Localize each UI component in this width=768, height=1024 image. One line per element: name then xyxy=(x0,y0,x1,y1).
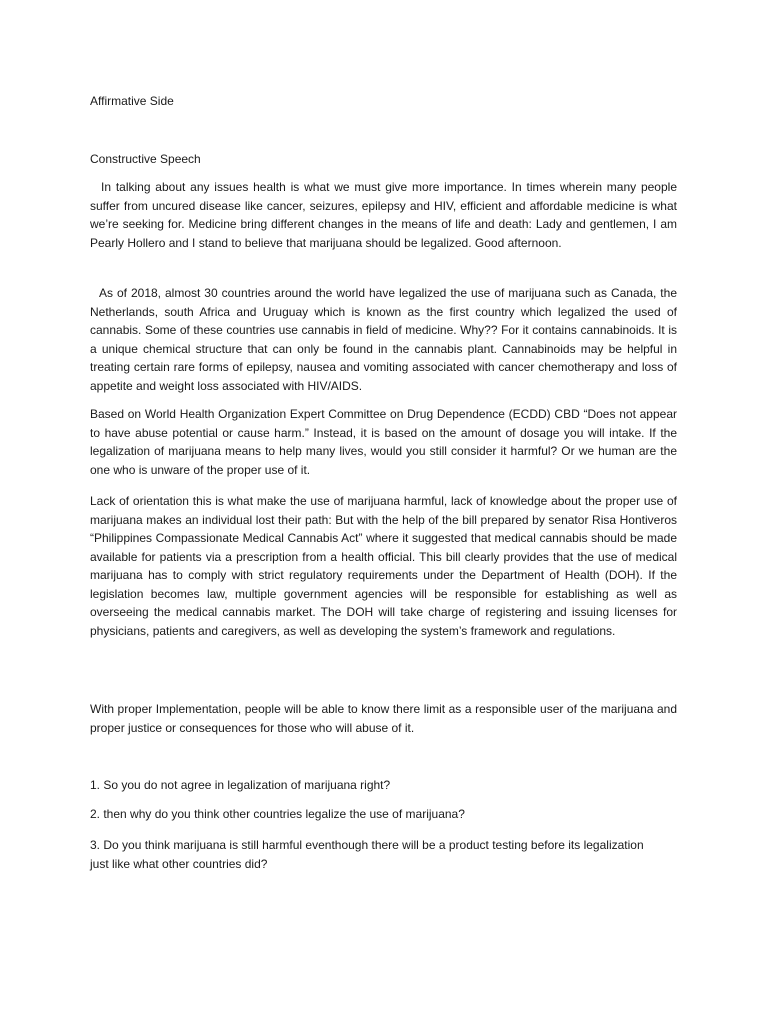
document-page xyxy=(90,0,677,1024)
question-item: 1. So you do not agree in legalization of marijuana right? xyxy=(90,778,391,792)
question-item: 2. then why do you think other countries legalize the use of marijuana? xyxy=(90,807,465,821)
paragraph-orientation-bill: Lack of orientation this is what make the use of marijuana harmful, lack of knowledge about the proper use of marijuana makes an individual lost their path: But with the help of the bill prepared by senator Risa Hontiveros “Philippines Compassionate Medical Cannabis Act” where it suggested that medical cannabis should be made available for patients via a prescription from a health official. This bill clearly provides that the use of medical marijuana has to comply with strict regulatory requirements under the Department of Health (DOH). If the legislation becomes law, multiple government agencies will be responsible for establishing as well as overseeing the medical cannabis market. The DOH will take charge of registering and issuing licenses for physicians, patients and caregivers, as well as developing the system’s framework and regulations. xyxy=(90,494,677,638)
paragraph-countries: As of 2018, almost 30 countries around the world have legalized the use of marijuana such as Canada, the Netherlands, south Africa and Uruguay which is known as the first country which legalized the used of cannabis. Some of these countries use cannabis in field of medicine. Why?? For it contains cannabinoids. It is a unique chemical structure that can only be found in the cannabis plant. Cannabinoids may be helpful in treating certain rare forms of epilepsy, nausea and vomiting associated with cancer chemotherapy and loss of appetite and weight loss associated with HIV/AIDS. xyxy=(90,286,677,393)
paragraph-introduction: In talking about any issues health is what we must give more importance. In times wherein many people suffer from uncured disease like cancer, seizures, epilepsy and HIV, efficient and affordable medicine is what we’re seeking for. Medicine bring different changes in the means of life and death: Lady and gentlemen, I am Pearly Hollero and I stand to believe that marijuana should be legalized. Good afternoon. xyxy=(90,180,677,250)
document-title: Affirmative Side xyxy=(90,94,174,108)
paragraph-implementation: With proper Implementation, people will be able to know there limit as a responsible user of the marijuana and proper justice or consequences for those who will abuse of it. xyxy=(90,702,677,735)
document-subtitle: Constructive Speech xyxy=(90,152,201,166)
paragraph-who-ecdd: Based on World Health Organization Expert Committee on Drug Dependence (ECDD) CBD “Does not appear to have abuse potential or cause harm.” Instead, it is based on the amount of dosage you will intake. If the legalization of marijuana means to help many lives, would you still consider it harmful? Or we human are the one who is unware of the proper use of it. xyxy=(90,407,677,477)
question-item: 3. Do you think marijuana is still harmful eventhough there will be a product testing before its legalization just like what other countries did? xyxy=(90,838,644,871)
